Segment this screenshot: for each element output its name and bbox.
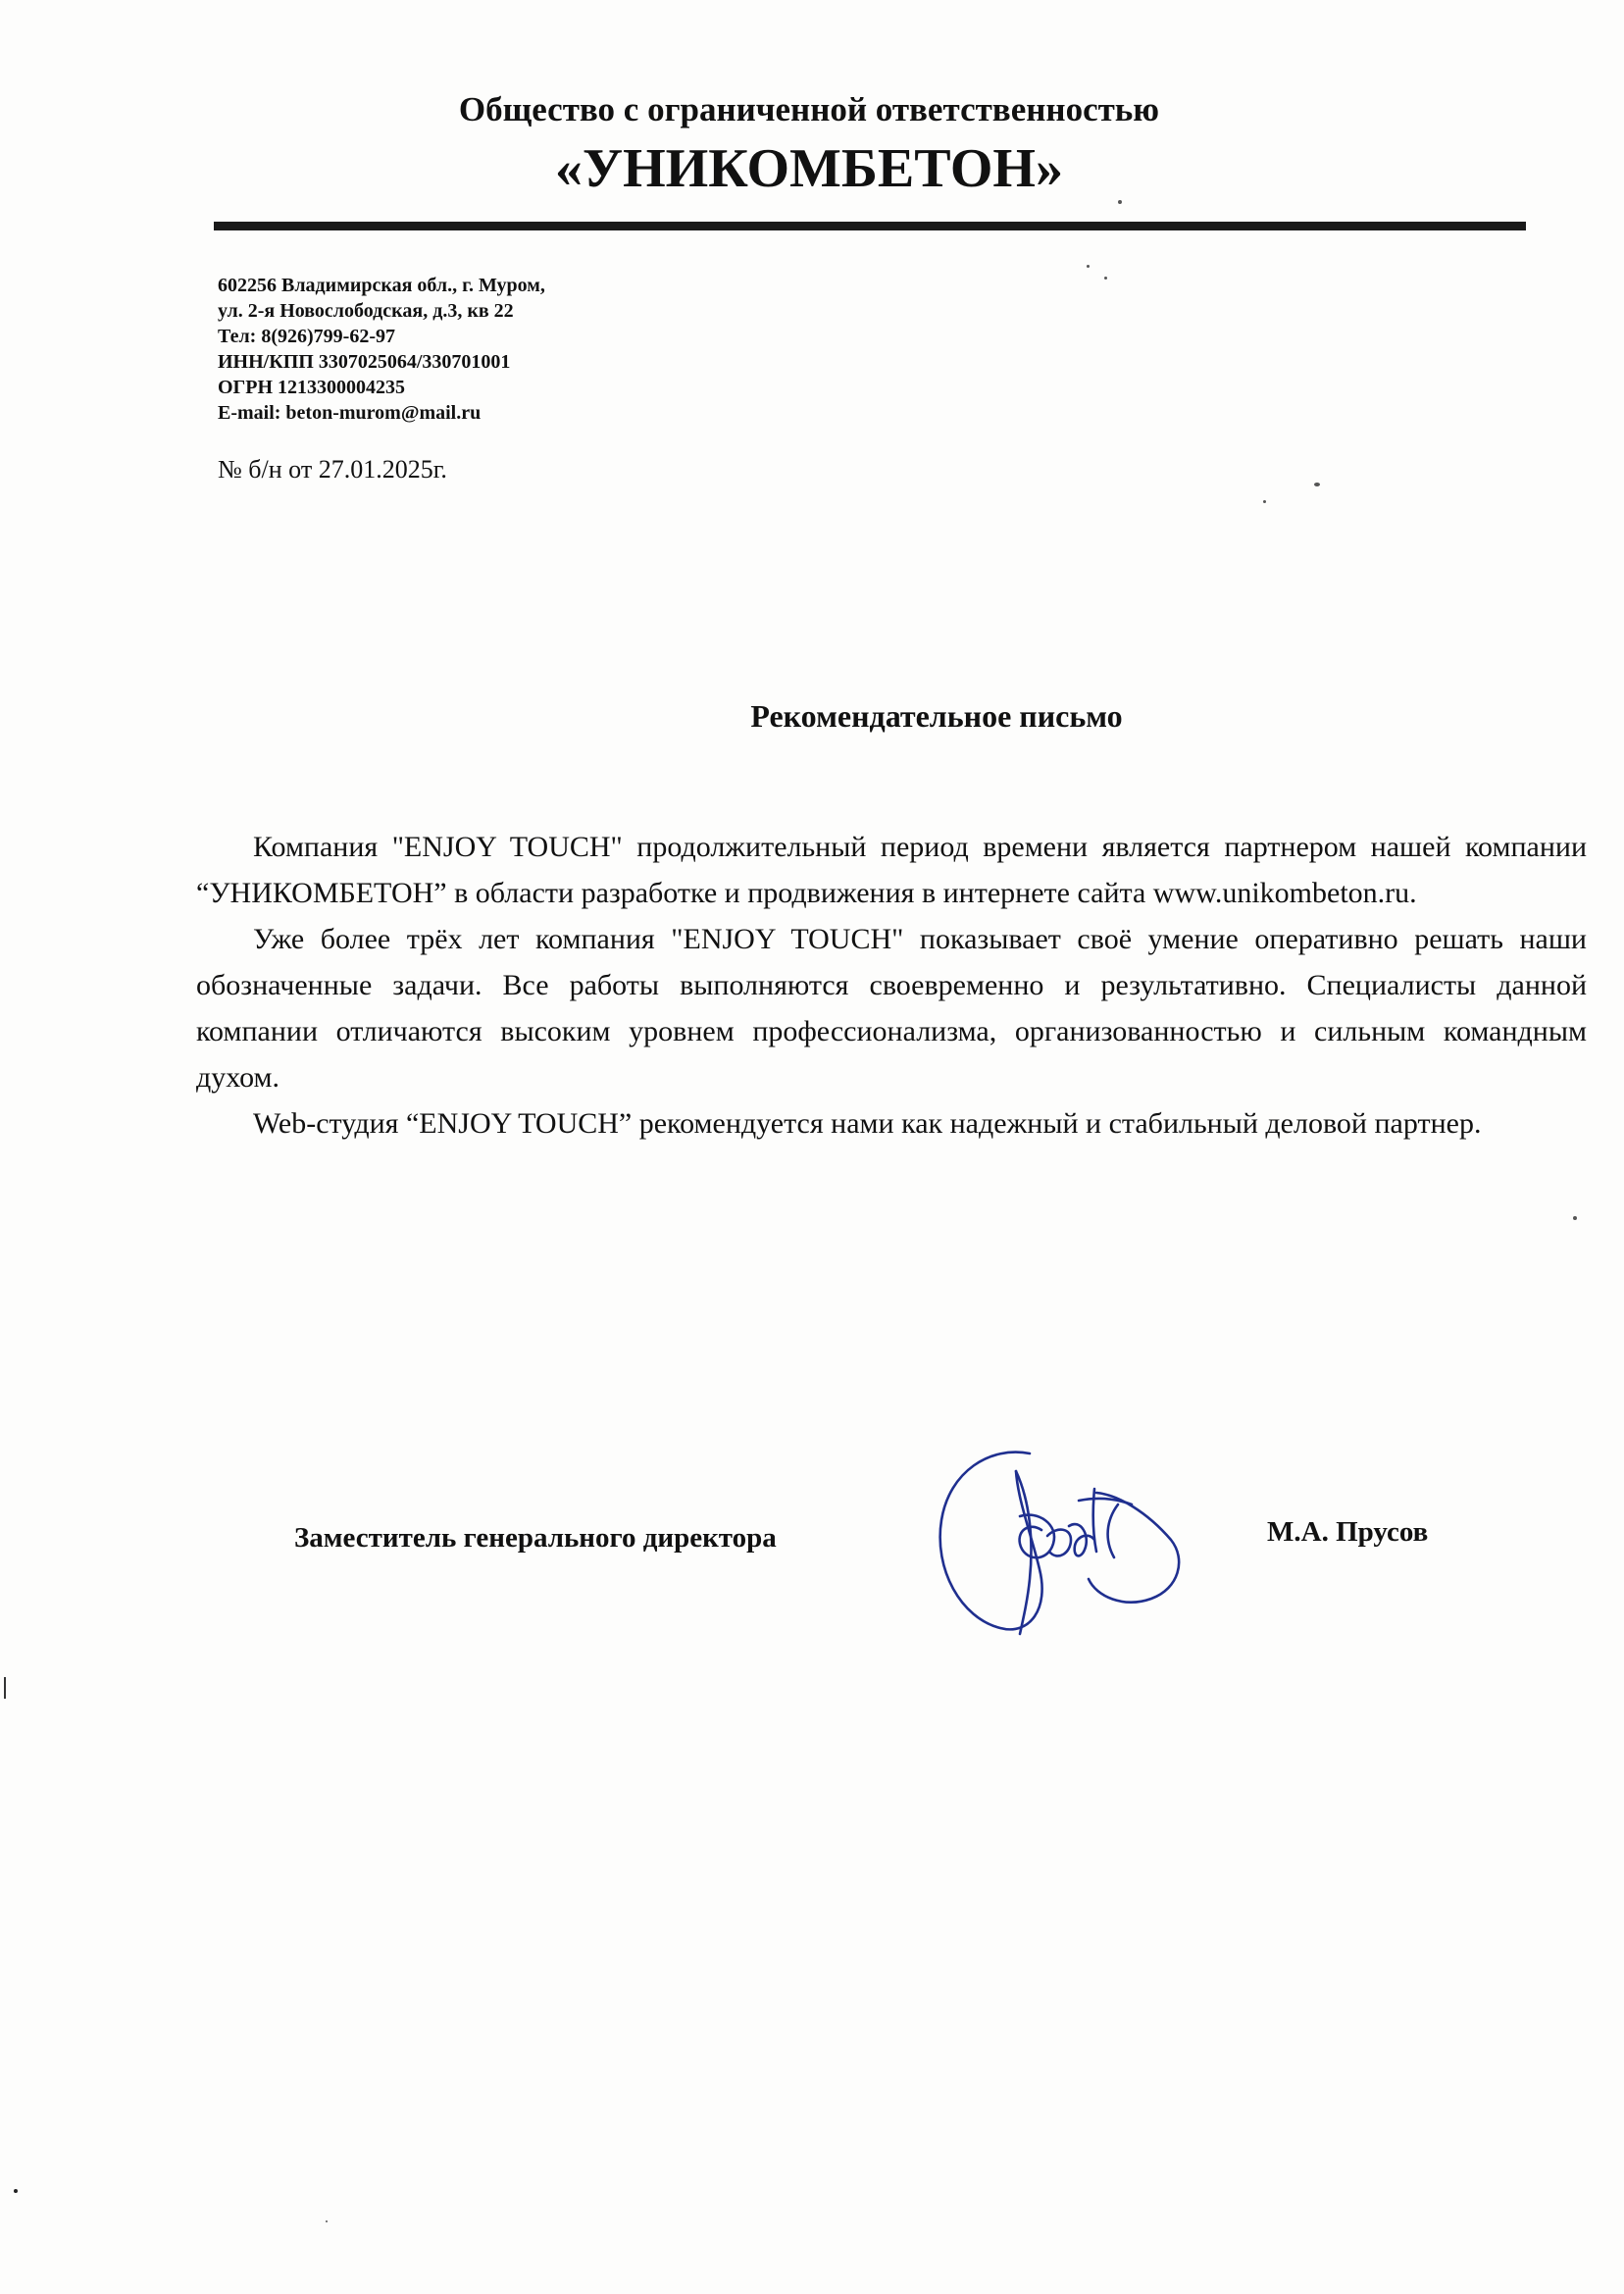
- scan-speck: [326, 2220, 328, 2222]
- address-line-1: 602256 Владимирская обл., г. Муром,: [218, 275, 545, 296]
- org-name: «УНИКОМБЕТОН»: [555, 138, 1063, 199]
- contact-block: [218, 273, 545, 426]
- scan-edge-mark: [4, 1677, 6, 1699]
- document-title: Рекомендательное письмо: [750, 698, 1123, 734]
- body-paragraph-1: Компания "ENJOY TOUCH" продолжительный период времени является партнером нашей компании “УНИКОМБЕТОН” в области разработке и продвижения в интернете сайта www.unikombeton.ru.: [196, 831, 1587, 909]
- scan-speck: [1573, 1216, 1577, 1220]
- signatory-name: М.А. Прусов: [1267, 1516, 1429, 1548]
- ogrn: ОГРН 1213300004235: [218, 377, 406, 398]
- scan-speck: [1263, 500, 1266, 503]
- body-paragraph-2: Уже более трёх лет компания "ENJOY TOUCH" показывает своё умение оперативно решать наши обозначенные задачи. Все работы выполняются своевременно и результативно. Специалисты данной компании отличаются высоким уровнем профессионализма, организованностью и сильным командным духом.: [196, 923, 1587, 1094]
- inn-kpp: ИНН/КПП 3307025064/330701001: [218, 351, 511, 373]
- phone: Тел: 8(926)799-62-97: [218, 326, 395, 347]
- letter-body: [196, 824, 1587, 1147]
- document-reference: № б/н от 27.01.2025г.: [218, 455, 447, 484]
- scan-speck: [1104, 277, 1107, 280]
- header-rule: [214, 222, 1526, 230]
- handwritten-signature-icon: [922, 1442, 1216, 1648]
- scan-edge-dot: [14, 2189, 18, 2193]
- org-type: Общество с ограниченной ответственностью: [458, 90, 1160, 128]
- scan-speck: [1087, 265, 1090, 268]
- body-paragraph-3: Web-студия “ENJOY TOUCH” рекомендуется нами как надежный и стабильный деловой партнер.: [253, 1107, 1482, 1140]
- scan-speck: [1118, 200, 1122, 204]
- address-line-2: ул. 2-я Новослободская, д.3, кв 22: [218, 300, 514, 322]
- signatory-position: Заместитель генерального директора: [294, 1522, 777, 1554]
- email: E-mail: beton-murom@mail.ru: [218, 402, 482, 424]
- scan-speck: [1314, 483, 1320, 486]
